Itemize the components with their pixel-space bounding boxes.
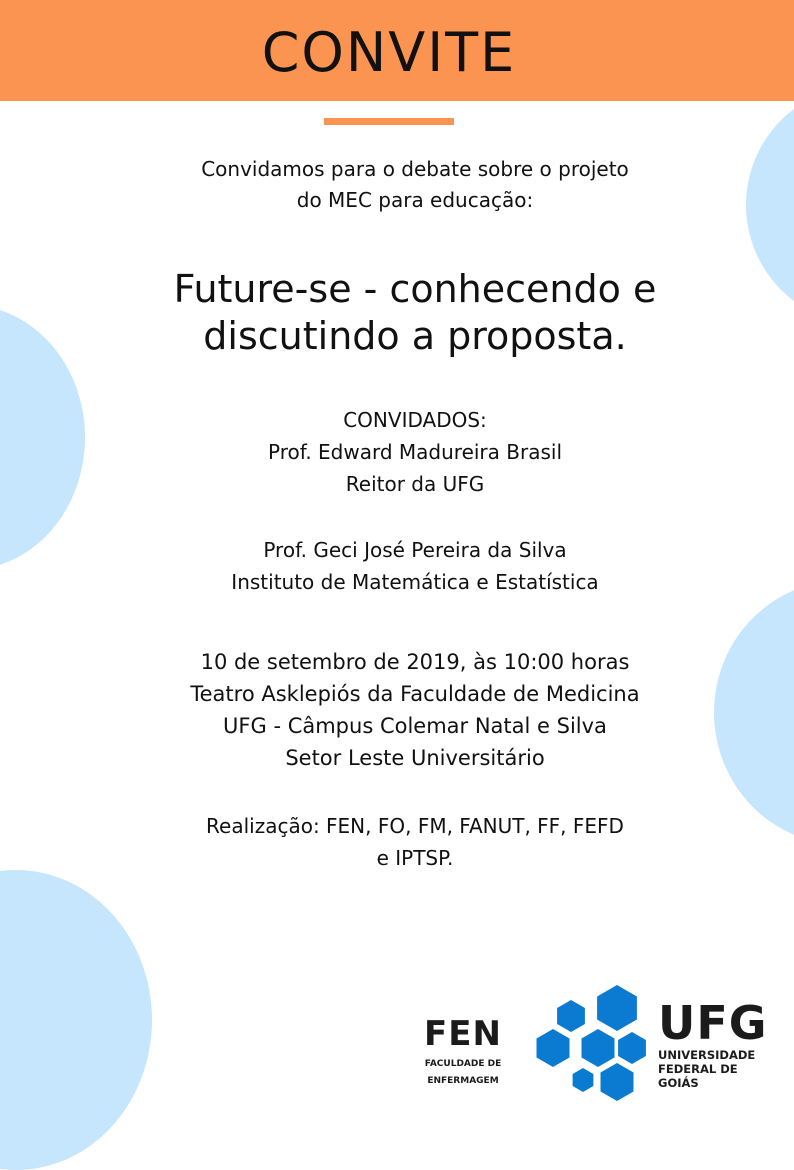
organizers-line: Realização: FEN, FO, FM, FANUT, FF, FEFD bbox=[206, 814, 624, 838]
ufg-hexagon-6 bbox=[573, 1068, 594, 1092]
ufg-logo-subtitle: UNIVERSIDADE bbox=[658, 1048, 756, 1062]
page-title: CONVITE bbox=[261, 21, 517, 84]
guests-heading: CONVIDADOS: bbox=[343, 408, 487, 432]
event-sector: Setor Leste Universitário bbox=[285, 746, 545, 770]
accent-divider bbox=[324, 118, 454, 125]
ufg-hexagon-3 bbox=[537, 1029, 570, 1067]
event-title-line: Future-se - conhecendo e bbox=[173, 267, 657, 311]
ufg-logo-subtitle: FEDERAL DE GOIÁS bbox=[658, 1062, 738, 1090]
ufg-hexagon-2 bbox=[597, 985, 637, 1031]
event-title bbox=[18, 266, 794, 360]
event-title-line: discutindo a proposta. bbox=[203, 314, 627, 358]
fen-logo-word: FEN bbox=[424, 1014, 502, 1054]
ufg-hexagon-1 bbox=[557, 1000, 585, 1032]
fen-logo-subtitle: ENFERMAGEM bbox=[427, 1076, 499, 1086]
ufg-logo bbox=[658, 998, 778, 1090]
event-campus: UFG - Câmpus Colemar Natal e Silva bbox=[223, 714, 607, 738]
ufg-hexagon-emblem-icon bbox=[528, 978, 658, 1108]
intro-line: Convidamos para o debate sobre o projeto bbox=[201, 157, 629, 181]
ufg-logo-word: UFG bbox=[658, 996, 768, 1050]
guest-name: Prof. Edward Madureira Brasil bbox=[268, 440, 562, 464]
guest-name: Prof. Geci José Pereira da Silva bbox=[263, 538, 567, 562]
organizers-line: e IPTSP. bbox=[376, 846, 454, 870]
ufg-hexagon-5 bbox=[618, 1032, 646, 1064]
ufg-hexagon-7 bbox=[601, 1063, 634, 1101]
intro-line: do MEC para educação: bbox=[296, 188, 534, 212]
fen-logo bbox=[418, 1015, 508, 1087]
organizers bbox=[18, 810, 794, 874]
guests-section bbox=[18, 404, 794, 500]
event-venue: Teatro Asklepiós da Faculdade de Medicina bbox=[190, 682, 640, 706]
fen-logo-subtitle: FACULDADE DE bbox=[424, 1059, 502, 1069]
intro-text bbox=[18, 154, 794, 216]
guest-role: Instituto de Matemática e Estatística bbox=[231, 570, 599, 594]
event-details bbox=[18, 646, 794, 774]
ufg-hexagon-4 bbox=[582, 1029, 615, 1067]
event-date-time: 10 de setembro de 2019, às 10:00 horas bbox=[200, 650, 630, 674]
guest-second bbox=[18, 534, 794, 598]
decorative-circle-bottom-left bbox=[0, 870, 152, 1170]
header-banner bbox=[0, 0, 794, 101]
guest-role: Reitor da UFG bbox=[345, 472, 485, 496]
